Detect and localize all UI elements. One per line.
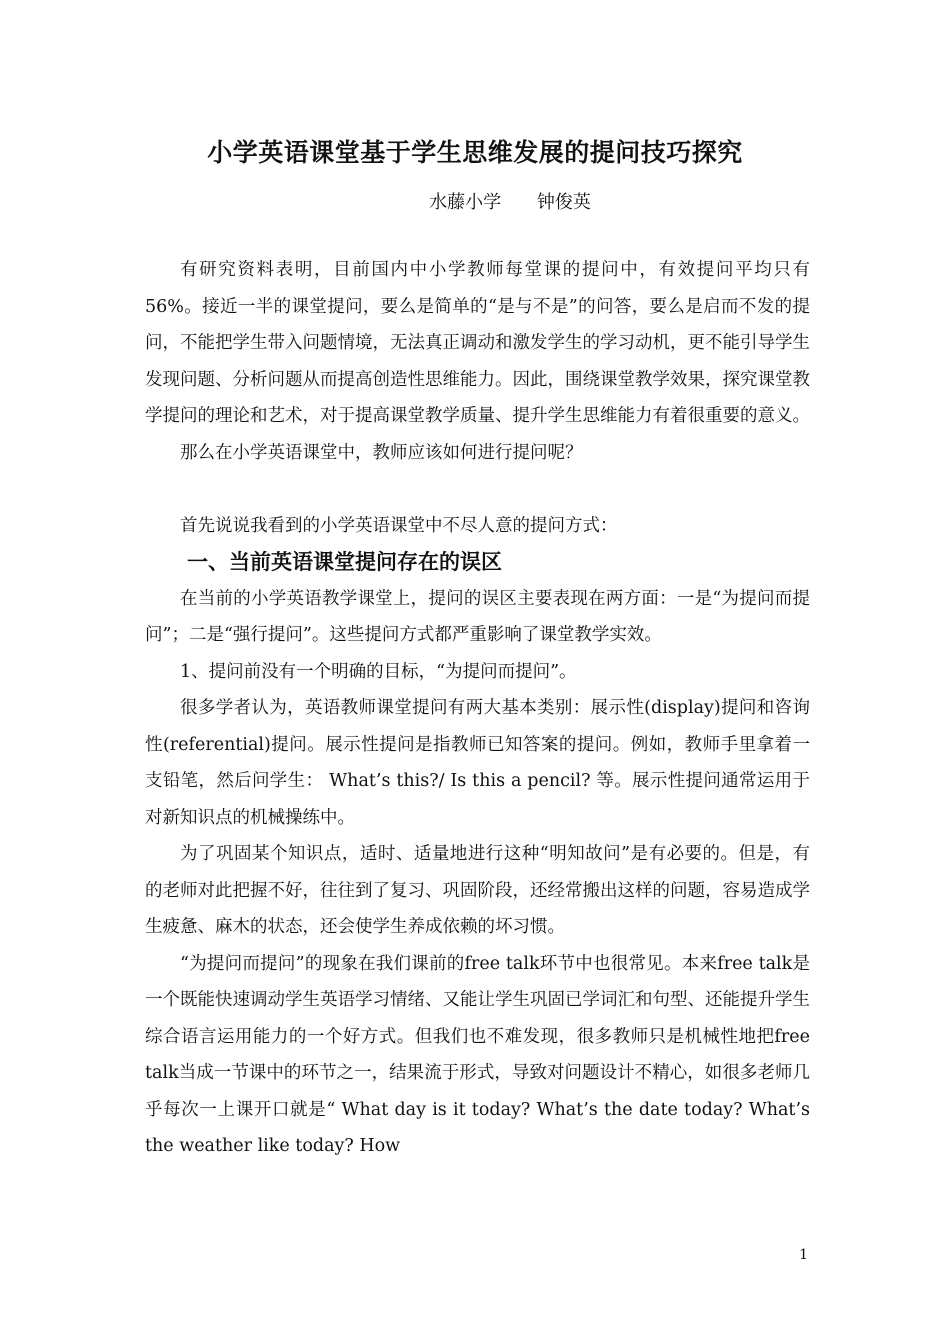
document-title: 小学英语课堂基于学生思维发展的提问技巧探究 bbox=[207, 138, 743, 167]
paragraph-question: 那么在小学英语课堂中，教师应该如何进行提问呢？ bbox=[180, 442, 583, 463]
paragraph-intro: 有研究资料表明，目前国内中小学教师每堂课的提问中，有效提问平均只有56%。接近一半的课堂提问，要么是简单的“是与不是”的问答，要么是启而不发的提问，不能把学生带入问题情境，无法真正调动和激发学生的学习动机，更不能引导学生发现问题、分析问题从而提高创造性思维能力。因此，围绕课堂教学效果，探究课堂教学提问的理论和艺术，对于提高课堂教学质量、提升学生思维能力有着很重要的意义。 bbox=[145, 260, 810, 426]
school-name: 水藤小学 bbox=[429, 192, 502, 213]
page-number: 1 bbox=[799, 1247, 808, 1263]
author-line bbox=[0, 188, 950, 214]
paragraph-lead: 首先说说我看到的小学英语课堂中不尽人意的提问方式： bbox=[180, 515, 618, 536]
author-name: 钟俊英 bbox=[536, 192, 591, 213]
paragraph-consolidation: 为了巩固某个知识点，适时、适量地进行这种“明知故问”是有必要的。但是，有的老师对此把握不好，往往到了复习、巩固阶段，还经常搬出这样的问题，容易造成学生疲惫、麻木的状态，还会使学生养成依赖的坏习惯。 bbox=[145, 844, 810, 937]
paragraph-point-1: 1、提问前没有一个明确的目标，“为提问而提问”。 bbox=[180, 661, 577, 682]
paragraph-question-types: 很多学者认为，英语教师课堂提问有两大基本类别：展示性(display)提问和咨询性(referential)提问。展示性提问是指教师已知答案的提问。例如，教师手里拿着一支铅笔，然后问学生： What’s this?/ Is this a pencil? 等。展示性提问通常运用于对新知识点的机械操练中。 bbox=[145, 698, 810, 828]
paragraph-free-talk: “为提问而提问”的现象在我们课前的free talk环节中也很常见。本来free talk是一个既能快速调动学生英语学习情绪、又能让学生巩固已学词汇和句型、还能提升学生综合语言运用能力的一个好方式。但我们也不难发现，很多教师只是机械性地把free talk当成一节课中的环节之一，结果流于形式，导致对问题设计不精心，如很多老师几乎每次一上课开口就是“ What day is it today? What’s the date today? What’s the weather like today? How bbox=[145, 953, 810, 1156]
document-body bbox=[145, 252, 810, 1165]
blank-line bbox=[145, 471, 810, 508]
paragraph-misconceptions: 在当前的小学英语教学课堂上，提问的误区主要表现在两方面：一是“为提问而提问”；二是“强行提问”。这些提问方式都严重影响了课堂教学实效。 bbox=[145, 588, 810, 645]
section-heading-1: 一、当前英语课堂提问存在的误区 bbox=[187, 550, 502, 574]
